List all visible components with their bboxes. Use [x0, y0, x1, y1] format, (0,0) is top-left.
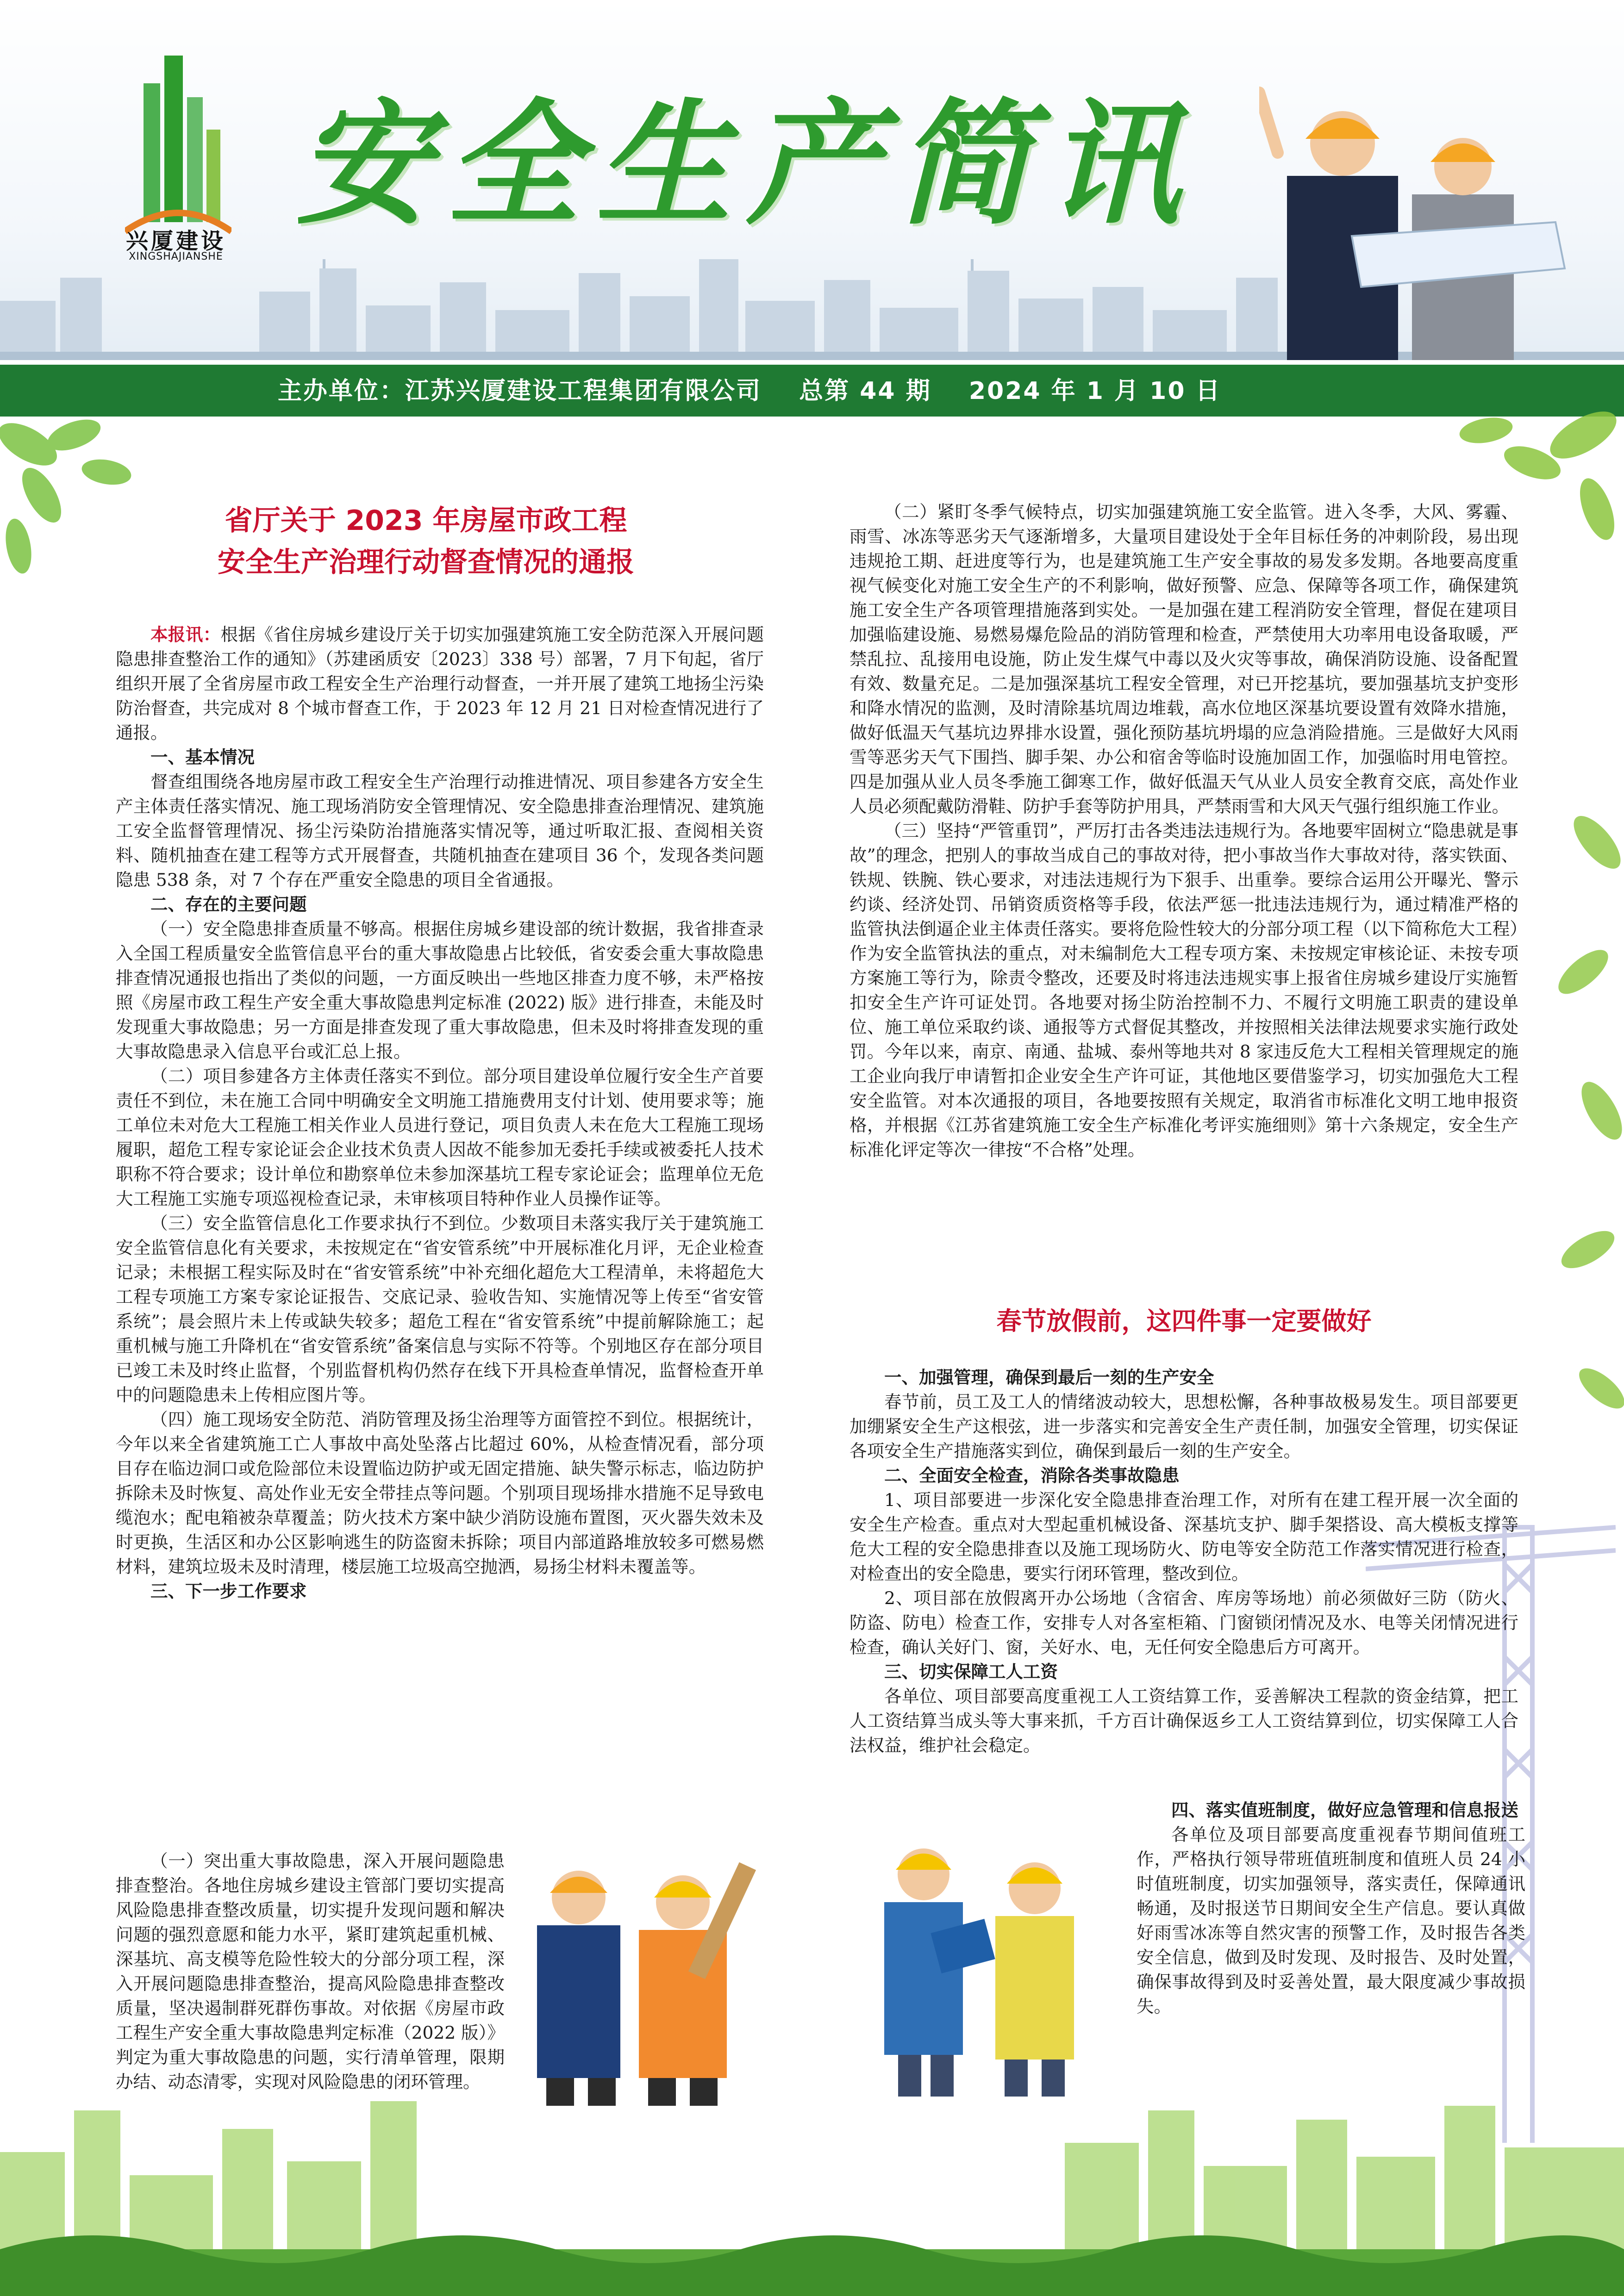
section-heading: 一、加强管理，确保到最后一刻的生产安全: [884, 1367, 1214, 1388]
masthead: [0, 0, 1624, 417]
article-1-body-right: [849, 500, 1518, 1162]
paragraph: 1、项目部要进一步深化安全隐患排查治理工作，对所有在建工程开展一次全面的安全生产检查。重点对大型起重机械设备、深基坑支护、脚手架搭设、高大模板支撑等危大工程的安全隐患排查以及施工现场防火、防电等安全防范工作落实情况进行检查，对检查出的安全隐患，要实行闭环管理，整改到位。: [849, 1490, 1518, 1584]
engineers-illustration: [1259, 83, 1583, 370]
leaves-decoration-icon: [1528, 787, 1624, 1481]
section-heading: 二、全面安全检查，消除各类事故隐患: [884, 1465, 1180, 1486]
paragraph: （一）突出重大事故隐患，深入开展问题隐患排查整治。各地住房城乡建设主管部门要切实提高风险隐患排查整改质量，切实提升发现问题和解决问题的强烈意愿和能力水平，紧盯建筑起重机械、深基坑、高支模等危险性较大的分部分项工程，深入开展问题隐患排查整治，提高风险隐患排查整改质量，坚决遏制群死群伤事故。对依据《房屋市政工程生产安全重大事故隐患判定标准（2022 版）》判定为重大事故隐患的问题，实行清单管理，限期办结、动态清零，实现对风险隐患的闭环管理。: [116, 1851, 505, 2092]
organizer: 主办单位：江苏兴厦建设工程集团有限公司: [278, 377, 762, 405]
logo-latin: XINGSHAJIANSHE: [129, 251, 223, 262]
article-1-body-left: [116, 622, 764, 1604]
paragraph: （二）紧盯冬季气候特点，切实加强建筑施工安全监管。进入冬季，大风、雾霾、雨雪、冰冻等恶劣天气逐渐增多，大量项目建设处于全年目标任务的冲刺阶段，易出现违规抢工期、赶进度等行为，也是建筑施工生产安全事故的易发多发期。各地要高度重视气候变化对施工安全生产的不利影响，做好预警、应急、保障等各项工作，确保建筑施工安全生产各项管理措施落到实处。一是加强在建工程消防安全管理，督促在建项目加强临建设施、易燃易爆危险品的消防管理和检查，严禁使用大功率用电设备取暖，严禁乱拉、乱接用电设施，防止发生煤气中毒以及火灾等事故，确保消防设施、设备配置有效、数量充足。二是加强深基坑工程安全管理，对已开挖基坑，要加强基坑支护变形和降水情况的监测，及时清除基坑周边堆载，高水位地区深基坑要设置有效降水措施，做好低温天气基坑边界排水设置，强化预防基坑坍塌的应急消险措施。三是做好大风雨雪等恶劣天气下围挡、脚手架、办公和宿舍等临时设施加固工作，加强临时用电管控。四是加强从业人员冬季施工御寒工作，做好低温天气从业人员安全教育交底，高处作业人员必须配戴防滑鞋、防护手套等防护用具，严禁雨雪和大风天气强行组织施工作业。: [849, 502, 1518, 816]
lead-text: 根据《省住房城乡建设厅关于切实加强建筑施工安全防范深入开展问题隐患排查整治工作的通知》（苏建函质安〔2023〕338 号）部署，7 月下旬起，省厅组织开展了全省房屋市政工程安全生产治理行动督查，一并开展了建筑工地扬尘污染防治督查，共完成对 8 个城市督查工作，于 2023 年 12 月 21 日对检查情况进行了通报。: [116, 624, 764, 743]
paragraph: 2、项目部在放假离开办公场地（含宿舍、库房等场地）前必须做好三防（防火、防盗、防电）检查工作，安排专人对各室柜箱、门窗锁闭情况及水、电等关闭情况进行检查，确认关好门、窗，关好水、电，无任何安全隐患后方可离开。: [849, 1588, 1518, 1657]
article-2-title: 春节放假前，这四件事一定要做好: [996, 1307, 1372, 1336]
section-heading: 一、基本情况: [150, 747, 255, 767]
info-bar-text: [278, 370, 1435, 412]
workers-illustration: [870, 1805, 1111, 2101]
section-heading: 二、存在的主要问题: [150, 894, 307, 915]
paragraph: （四）施工现场安全防范、消防管理及扬尘治理等方面管控不到位。根据统计，今年以来全省建筑施工亡人事故中高处坠落占比超过 60%，从检查情况看，部分项目存在临边洞口或危险部位未设置临边防护或无固定措施、缺失警示标志，临边防护拆除未及时恢复、高处作业无安全带挂点等问题。个别项目现场排水措施不足导致电缆泡水；配电箱被杂草覆盖；防火技术方案中缺少消防设施布置图，灭火器失效未及时更换，生活区和办公区影响逃生的防盗窗未拆除；项目内部道路堆放较多可燃易燃材料，建筑垃圾未及时清理，楼层施工垃圾高空抛洒，易扬尘材料未覆盖等。: [116, 1409, 764, 1577]
article-2-body-bottom: [1137, 1798, 1525, 2019]
paragraph: 春节前，员工及工人的情绪波动较大，思想松懈，各种事故极易发生。项目部要更加绷紧安全生产这根弦，进一步落实和完善安全生产责任制，加强安全管理，切实保证各项安全生产措施落实到位，确保到最后一刻的生产安全。: [849, 1392, 1518, 1461]
logo-icon: [125, 56, 231, 241]
article-1-title-line-2: 安全生产治理行动督查情况的通报: [218, 546, 634, 579]
paragraph: （一）安全隐患排查质量不够高。根据住房城乡建设部的统计数据，我省排查录入全国工程质量安全监管信息平台的重大事故隐患占比较低，省安委会重大事故隐患排查情况通报也指出了类似的问题，一方面反映出一些地区排查力度不够，未严格按照《房屋市政工程生产安全重大事故隐患判定标准 (2022) 版》进行排查，未能及时发现重大事故隐患；另一方面是排查发现了重大事故隐患，但未及时将排查发现的重大事故隐患录入信息平台或汇总上报。: [116, 919, 764, 1062]
issue-number: 总第 44 期: [799, 377, 931, 405]
issue-date: 2024 年 1 月 10 日: [968, 377, 1221, 405]
section-heading: 三、下一步工作要求: [150, 1581, 307, 1601]
section-heading: 三、切实保障工人工资: [884, 1661, 1058, 1682]
paragraph: 各单位、项目部要高度重视工人工资结算工作，妥善解决工程款的资金结算，把工人工资结算当成头等大事来抓，千方百计确保返乡工人工资结算到位，切实保障工人合法权益，维护社会稳定。: [849, 1686, 1518, 1755]
article-1-lead: [116, 622, 764, 745]
paragraph: （三）坚持“严管重罚”，严厉打击各类违法违规行为。各地要牢固树立“隐患就是事故”的理念，把别人的事故当成自己的事故对待，把小事故当作大事故对待，落实铁面、铁规、铁腕、铁心要求，对违法违规行为下狠手、出重拳。要综合运用公开曝光、警示约谈、经济处罚、吊销资质资格等手段，依法严惩一批违法违规行为，通过精准严格的监管执法倒逼企业主体责任落实。要将危险性较大的分部分项工程（以下简称危大工程）作为安全监管执法的重点，对未编制危大工程专项方案、未按规定审核论证、未按专项方案施工等行为，除责令整改，还要及时将违法违规实事上报省住房城乡建设厅实施暂扣安全生产许可证处罚。各地要对扬尘防治控制不力、不履行文明施工职责的建设单位、施工单位采取约谈、通报等方式督促其整改，并按照相关法律法规要求实施行政处罚。今年以来，南京、南通、盐城、泰州等地共对 8 家违反危大工程相关管理规定的施工企业向我厅申请暂扣企业安全生产许可证，其他地区要借鉴学习，切实加强危大工程安全监管。对本次通报的项目，各地要按照有关规定，取消省市标准化文明工地申报资格，并根据《江苏省建筑施工安全生产标准化考评实施细则》第十六条规定，安全生产标准化评定等次一律按“不合格”处理。: [849, 821, 1519, 1160]
masthead-title: 安全生产简讯: [296, 86, 1196, 243]
paragraph: 各单位及项目部要高度重视春节期间值班工作，严格执行领导带班值班制度和值班人员 24 小时值班制度，切实加强领导，落实责任，保障通讯畅通，及时报送节日期间安全生产信息。要认真做好雨雪冰冻等自然灾害的预警工作，及时报告各类安全信息，做到及时发现、及时报告、及时处置，确保事故得到及时妥善处置，最大限度减少事故损失。: [1137, 1824, 1525, 2016]
article-1-title-line-1: 省厅关于 2023 年房屋市政工程: [225, 504, 627, 537]
paragraph: （二）项目参建各方主体责任落实不到位。部分项目建设单位履行安全生产首要责任不到位，未在施工合同中明确安全文明施工措施费用支付计划、使用要求等；施工单位未对危大工程施工相关作业人员进行登记，项目负责人未在危大工程施工现场履职，超危工程专家论证会企业技术负责人因故不能参加无委托手续或被委托人技术职称不符合要求；设计单位和勘察单位未参加深基坑工程专家论证会；监理单位无危大工程施工实施专项巡视检查记录，未审核项目特种作业人员操作证等。: [116, 1066, 764, 1209]
footer-city-illustration: [0, 2083, 1624, 2296]
workers-illustration: [518, 1833, 768, 2110]
article-2-body: [849, 1365, 1518, 1758]
paragraph: （三）安全监管信息化工作要求执行不到位。少数项目未落实我厅关于建筑施工安全监管信息化有关要求，未按规定在“省安管系统”中开展标准化月评，无企业检查记录；未根据工程实际及时在“省安管系统”中补充细化超危大工程清单，未将超危大工程专项施工方案专家论证报告、交底记录、验收告知、实施情况等上传至“省安管系统”；晨会照片未上传或缺失较多；超危工程在“省安管系统”中提前解除施工；起重机械与施工升降机在“省安管系统”备案信息与实际不符等。个别地区存在部分项目已竣工未及时终止监督，个别监督机构仍然存在线下开具检查单情况，监督检查开单中的问题隐患未上传相应图片等。: [116, 1213, 764, 1405]
article-1-title: [93, 500, 759, 583]
paragraph: 督查组围绕各地房屋市政工程安全生产治理行动推进情况、项目参建各方安全生产主体责任落实情况、施工现场消防安全管理情况、安全隐患排查治理情况、建筑施工安全监督管理情况、扬尘污染防治措施落实情况等，通过听取汇报、查阅相关资料、随机抽查在建工程等方式开展督查，共随机抽查在建项目 36 个，发现各类问题隐患 538 条，对 7 个存在严重安全隐患的项目全省通报。: [116, 772, 764, 890]
section-heading: 四、落实值班制度，做好应急管理和信息报送: [1171, 1800, 1518, 1820]
logo-name: 兴厦建设: [125, 228, 226, 254]
lead-label: 本报讯：: [150, 624, 221, 645]
article-1-body-left-bottom: [116, 1849, 505, 2094]
